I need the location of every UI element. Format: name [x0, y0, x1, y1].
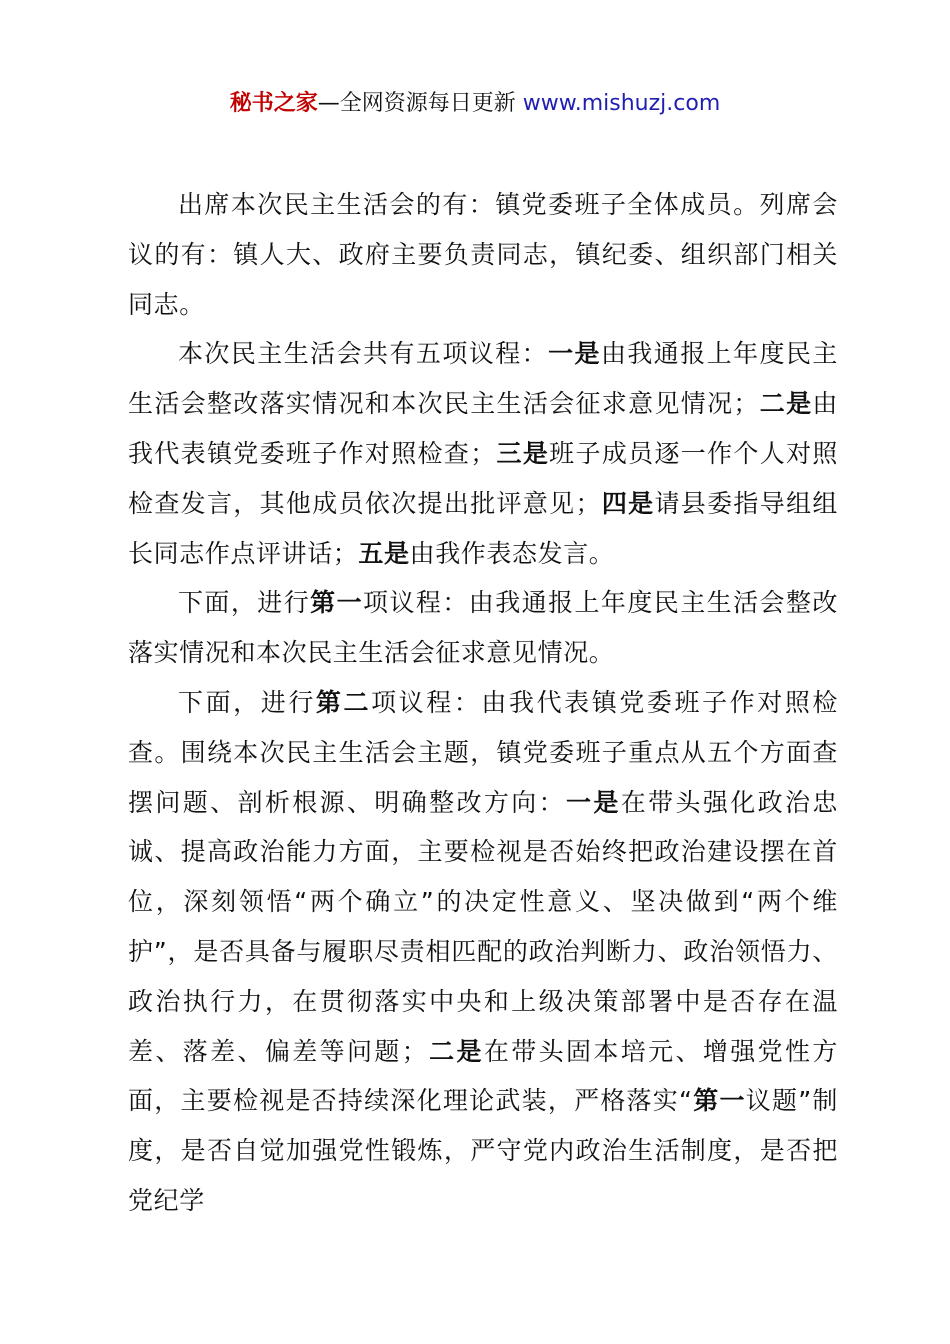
paragraph-text: 议题”制度，是否自觉加强党性锻炼，严守党内政治生活制度，是否把党纪学 — [128, 1086, 839, 1215]
paragraph-text: 本次民主生活会共有五项议程： — [178, 339, 549, 369]
emphasis-text: 第一 — [692, 1086, 746, 1116]
paragraph — [128, 578, 838, 678]
emphasis-text: 第一 — [310, 588, 364, 618]
paragraph-text: 出席本次民主生活会的有：镇党委班子全体成员。列席会议的有：镇人大、政府主要负责同志，镇纪委、组织部门相关同志。 — [128, 190, 838, 319]
emphasis-text: 二是 — [427, 1036, 484, 1066]
emphasis-text: 三是 — [495, 438, 550, 468]
brand-name: 秘书之家 — [229, 91, 318, 116]
paragraph-text: 由我作表态发言。 — [409, 538, 615, 568]
paragraph-text: 班子成员逐一作个人对照检查发言，其他成员依次提出批评意见； — [128, 438, 838, 518]
paragraph-text: 在带头强化政治忠诚、提高政治能力方面，主要检视是否始终把政治建设摆在首位，深刻领悟“两个确立”的决定性意义、坚决做到“两个维护”，是否具备与履职尽责相匹配的政治判断力、政治领悟力、政治执行力，在贯彻落实中央和上级决策部署中是否存在温差、落差、偏差等问题； — [128, 787, 839, 1066]
paragraph-text: 下面，进行 — [178, 687, 316, 717]
paragraph-text: 由我代表镇党委班子作对照检查； — [128, 389, 839, 468]
paragraph-text: 由我通报上年度民主生活会整改落实情况和本次民主生活会征求意见情况； — [128, 339, 838, 419]
paragraph-text: 在带头固本培元、增强党性方面，主要检视是否持续深化理论武装，严格落实“ — [128, 1036, 838, 1116]
paragraph-text: 请县委指导组组长同志作点评讲话； — [128, 488, 839, 568]
paragraph-text: 下面，进行 — [178, 588, 311, 618]
emphasis-text: 第二 — [315, 687, 372, 717]
page-header — [0, 88, 950, 120]
document-body — [128, 180, 838, 1226]
paragraph — [128, 180, 838, 329]
header-tagline: —全网资源每日更新 — [317, 91, 523, 116]
paragraph — [128, 678, 838, 1226]
paragraph-text: 项议程：由我通报上年度民主生活会整改落实情况和本次民主生活会征求意见情况。 — [128, 588, 838, 668]
emphasis-text: 四是 — [601, 488, 655, 518]
site-url-link[interactable]: www.mishuzj.com — [522, 91, 721, 116]
emphasis-text: 一是 — [566, 787, 621, 817]
emphasis-text: 一是 — [548, 339, 601, 369]
emphasis-text: 二是 — [759, 389, 813, 419]
paragraph-text: 项议程：由我代表镇党委班子作对照检查。围绕本次民主生活会主题，镇党委班子重点从五个方面查摆问题、剖析根源、明确整改方向： — [128, 687, 839, 817]
emphasis-text: 五是 — [358, 538, 410, 568]
paragraph — [128, 329, 838, 578]
